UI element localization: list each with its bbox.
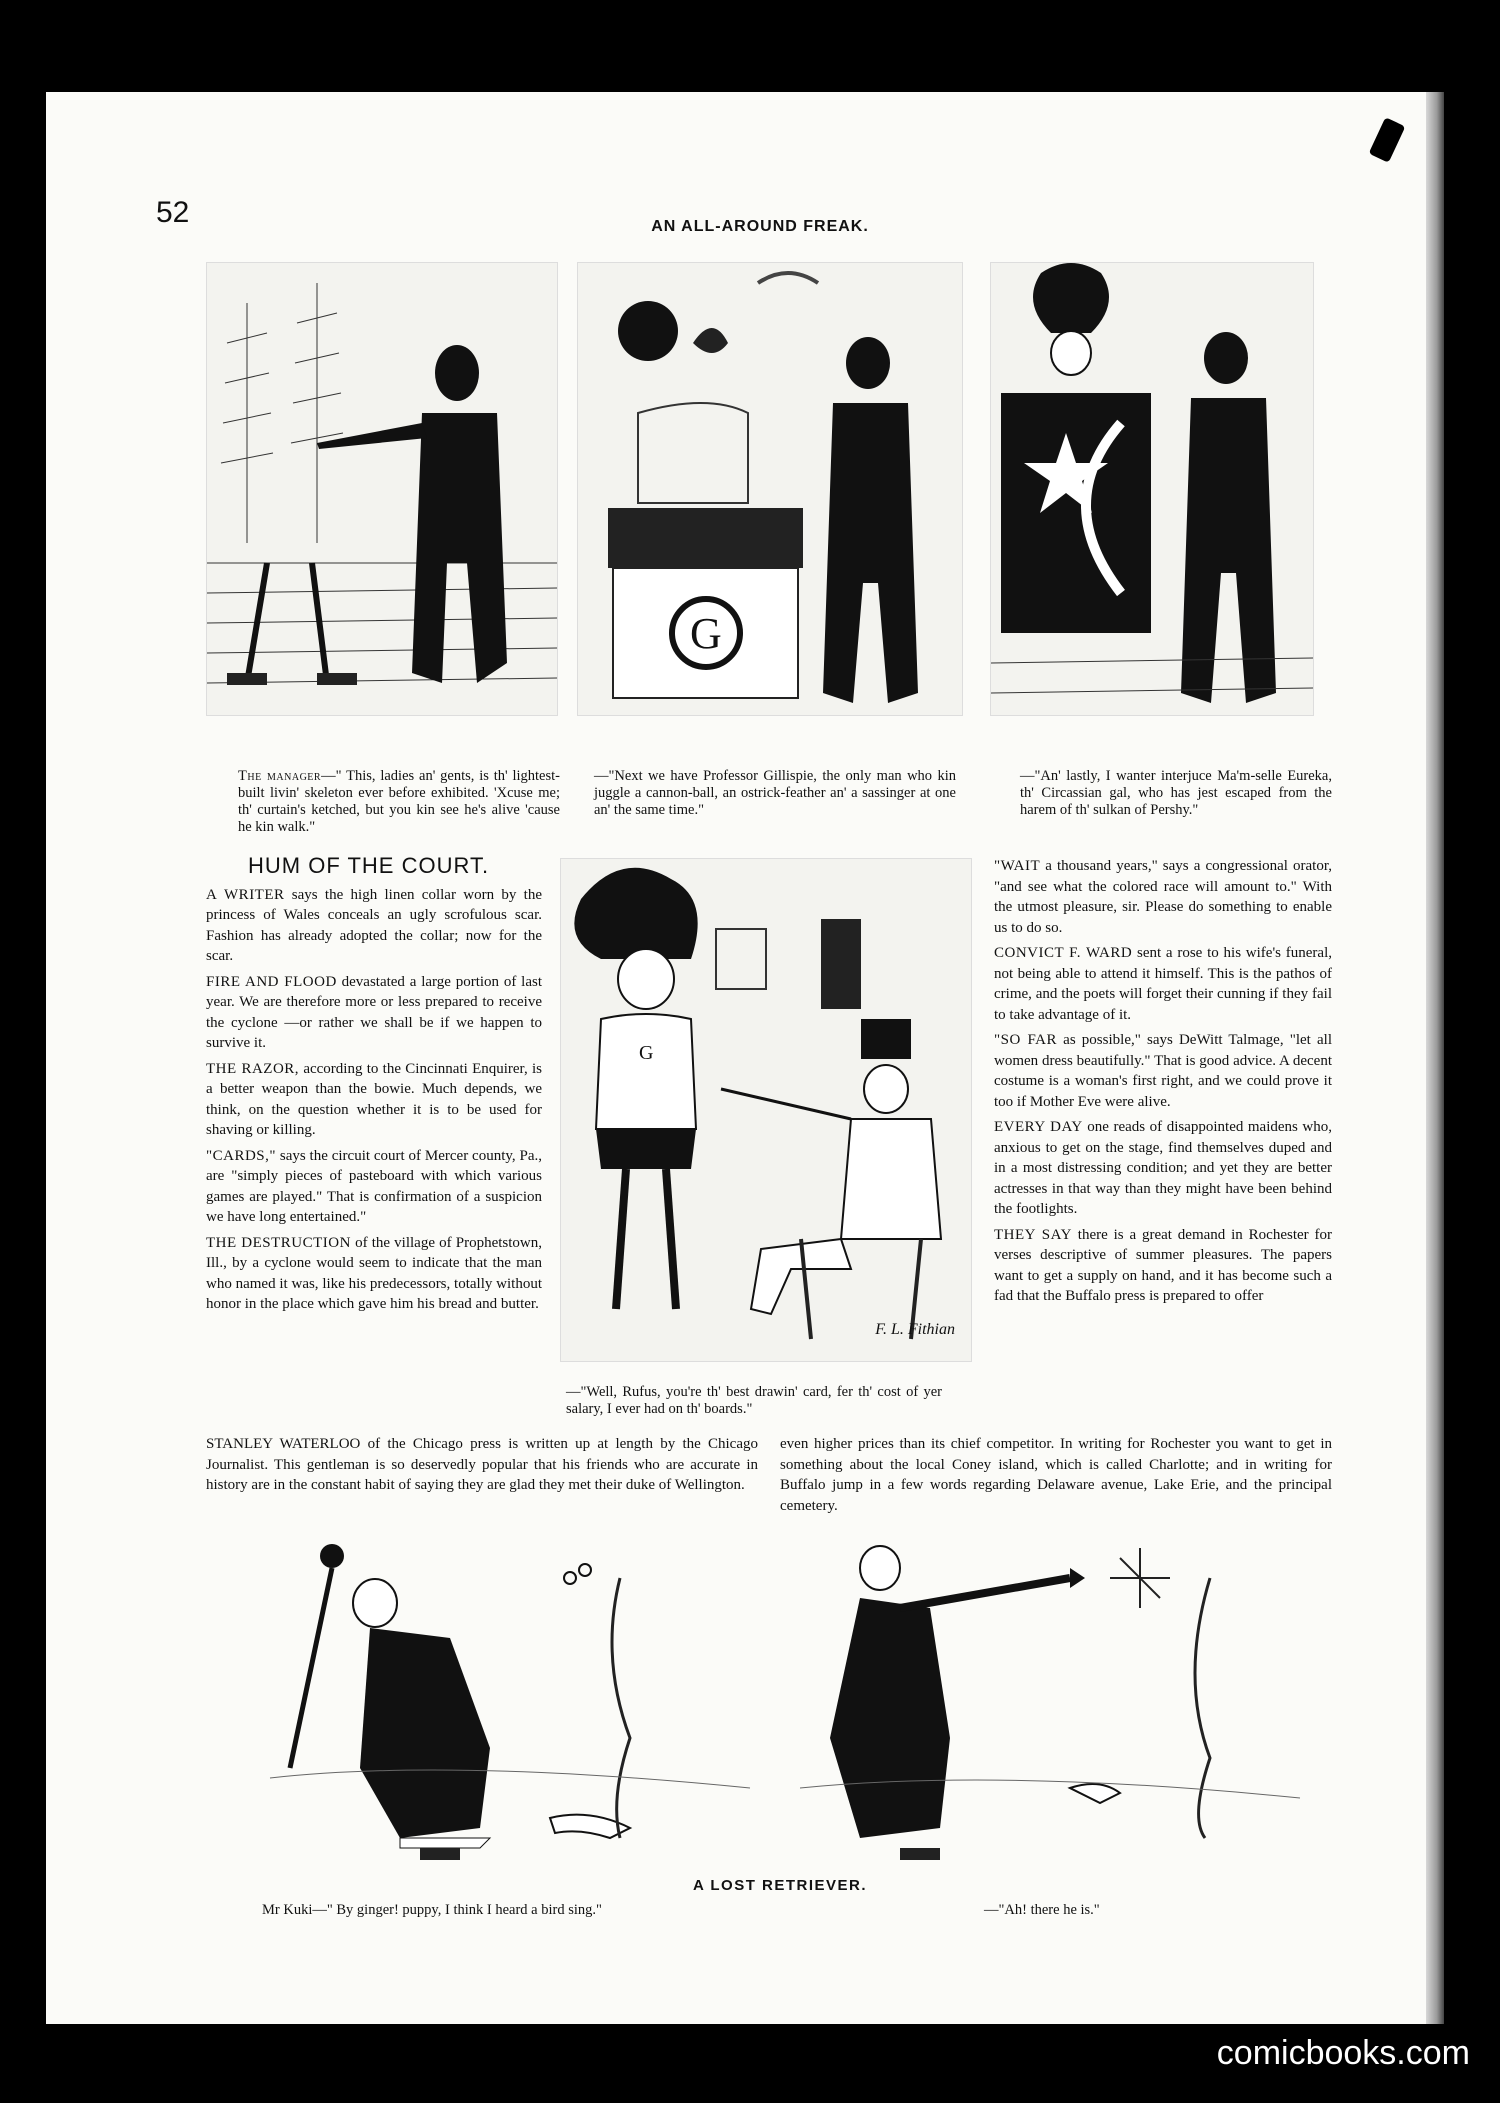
paragraph-lead: CONVICT F. WARD bbox=[994, 945, 1133, 961]
svg-text:G: G bbox=[690, 609, 722, 658]
site-watermark: comicbooks.com bbox=[1216, 2034, 1470, 2072]
paragraph-text: says the high linen collar worn by the princess of Wales conceals an ugly scrofulous scar. Fashion has already adopted the collar; now for the scar. bbox=[206, 886, 542, 964]
panel1-caption-lead: The manager bbox=[238, 768, 322, 784]
section-title: HUM OF THE COURT. bbox=[248, 853, 490, 878]
juggler-illustration bbox=[578, 263, 962, 715]
paragraph-lead: FIRE AND FLOOD bbox=[206, 973, 337, 990]
panel1-caption bbox=[238, 768, 560, 836]
hum-right-column bbox=[994, 856, 1332, 1312]
panel1-caption-text: —" This, ladies an' gents, is th' lightest-built livin' skeleton ever before exhibited. 'Xcuse me; th' curtain's ketched, but you kin see he's alive 'cause he kin walk." bbox=[238, 768, 560, 835]
paragraph-text: sent a rose to his wife's funeral, not being able to attend it himself. This is the pathos of crime, and the poets will forget their cunning if they fail to take advantage of it. bbox=[994, 945, 1332, 1023]
paragraph-text: according to the Cincinnati Enquirer, is a better weapon than the bowie. Much depends, we think, on the question whether it is to be used for shaving or killing. bbox=[206, 1060, 542, 1138]
paragraph bbox=[206, 1059, 542, 1141]
center-caption: —"Well, Rufus, you're th' best drawin' card, fer th' cost of yer salary, I ever had on th' boards." bbox=[566, 1384, 942, 1417]
kuki-listening-illustration bbox=[250, 1538, 770, 1868]
paragraph-lead: THEY SAY bbox=[994, 1226, 1072, 1243]
paragraph-lead: THE DESTRUCTION bbox=[206, 1234, 351, 1251]
page-number: 52 bbox=[156, 196, 190, 229]
paragraph bbox=[994, 943, 1332, 1025]
page-spine bbox=[1426, 92, 1444, 2024]
circassian-illustration bbox=[991, 263, 1313, 715]
paragraph bbox=[206, 1233, 542, 1315]
lost-retriever-right-caption: —"Ah! there he is." bbox=[984, 1902, 1100, 1918]
lost-retriever-title: A LOST RETRIEVER. bbox=[692, 1877, 868, 1894]
lost-retriever-left-caption: Mr Kuki—" By ginger! puppy, I think I heard a bird sing." bbox=[262, 1902, 602, 1918]
paragraph bbox=[994, 1030, 1332, 1112]
paragraph bbox=[994, 1117, 1332, 1220]
illustration-circassian-panel bbox=[990, 262, 1314, 716]
page-header: AN ALL-AROUND FREAK. bbox=[651, 218, 869, 235]
paragraph bbox=[994, 856, 1332, 938]
paragraph-lead: THE RAZOR, bbox=[206, 1060, 300, 1077]
kuki-shooting-illustration bbox=[800, 1538, 1320, 1868]
illustration-manager-rufus bbox=[560, 858, 972, 1362]
paragraph bbox=[206, 885, 542, 967]
page-tab-mark bbox=[1369, 117, 1406, 163]
paragraph-lead: "SO FAR bbox=[994, 1032, 1058, 1048]
skeleton-illustration bbox=[207, 263, 557, 715]
paragraph-text: devastated a large portion of last year. We are therefore more or less prepared to receive the cyclone —or rather we shall be if we happen to survive it. bbox=[206, 973, 542, 1051]
panel3-caption: —"An' lastly, I wanter interjuce Ma'm-selle Eureka, th' Circassian gal, who has jest escaped from the harem of th' sulkan of Pershy." bbox=[1020, 768, 1332, 818]
paragraph-lead: A WRITER bbox=[206, 886, 285, 903]
paragraph bbox=[994, 1225, 1332, 1307]
paragraph-text: one reads of disappointed maidens who, anxious to get on the stage, find themselves duped and in a most distressing condition; and yet they are better actresses in that way than they might have been behind the footlights. bbox=[994, 1119, 1332, 1217]
paragraph-text: says the circuit court of Mercer county, Pa., are "simply pieces of pasteboard with which various games are played." That is confirmation of a suspicion we have long entertained." bbox=[206, 1147, 542, 1225]
rochester-paragraph-continued: even higher prices than its chief competitor. In writing for Rochester you want to get in something about the local Coney island, which is called Charlotte; and in writing for Buffalo jump in a few words regarding Delaware avenue, Lake Erie, and the principal cemetery. bbox=[780, 1436, 1332, 1514]
waterloo-paragraph: STANLEY WATERLOO of the Chicago press is written up at length by the Chicago Journalist. This gentleman is so deservedly popular that his friends who are accurate in history are in the constant habit of saying they are glad they met their duke of Wellington. bbox=[206, 1436, 758, 1493]
paragraph-lead: "WAIT bbox=[994, 858, 1041, 874]
paragraph-text: a thousand years," says a congressional orator, "and see what the colored race will amount to." With the utmost pleasure, sir. Please do something to enable us to do so. bbox=[994, 858, 1332, 936]
paragraph-lead: EVERY DAY bbox=[994, 1119, 1083, 1135]
illustration-skeleton-panel bbox=[206, 262, 558, 716]
illustration-kuki-shooting bbox=[800, 1538, 1320, 1868]
artist-signature: F. L. Fithian bbox=[875, 1321, 955, 1338]
paragraph-text: of the village of Prophetstown, Ill., by a cyclone would seem to indicate that the man who named it was, like his predecessors, totally without honor in the place which gave him his bread and butter. bbox=[206, 1234, 542, 1312]
illustration-kuki-listening bbox=[250, 1538, 770, 1868]
manager-rufus-illustration bbox=[561, 859, 971, 1361]
hum-left-column bbox=[206, 853, 542, 1320]
paragraph bbox=[206, 1146, 542, 1228]
svg-text:G: G bbox=[639, 1042, 654, 1064]
illustration-juggler-panel bbox=[577, 262, 963, 716]
paragraph-lead: "CARDS," bbox=[206, 1147, 277, 1164]
paragraph-text: there is a great demand in Rochester for verses descriptive of summer pleasures. The papers want to get a supply on hand, and it has become such a fad that the Buffalo press is prepared to offer bbox=[994, 1226, 1332, 1304]
paragraph bbox=[206, 972, 542, 1054]
paragraph-text: as possible," says DeWitt Talmage, "let all women dress beautifully." That is good advice. A decent costume is a woman's first right, and we could prove it too if Mother Eve were alive. bbox=[994, 1032, 1332, 1110]
panel2-caption: —"Next we have Professor Gillispie, the only man who kin juggle a cannon-ball, an ostrick-feather an' a sassinger at one an' the same time." bbox=[594, 768, 956, 818]
